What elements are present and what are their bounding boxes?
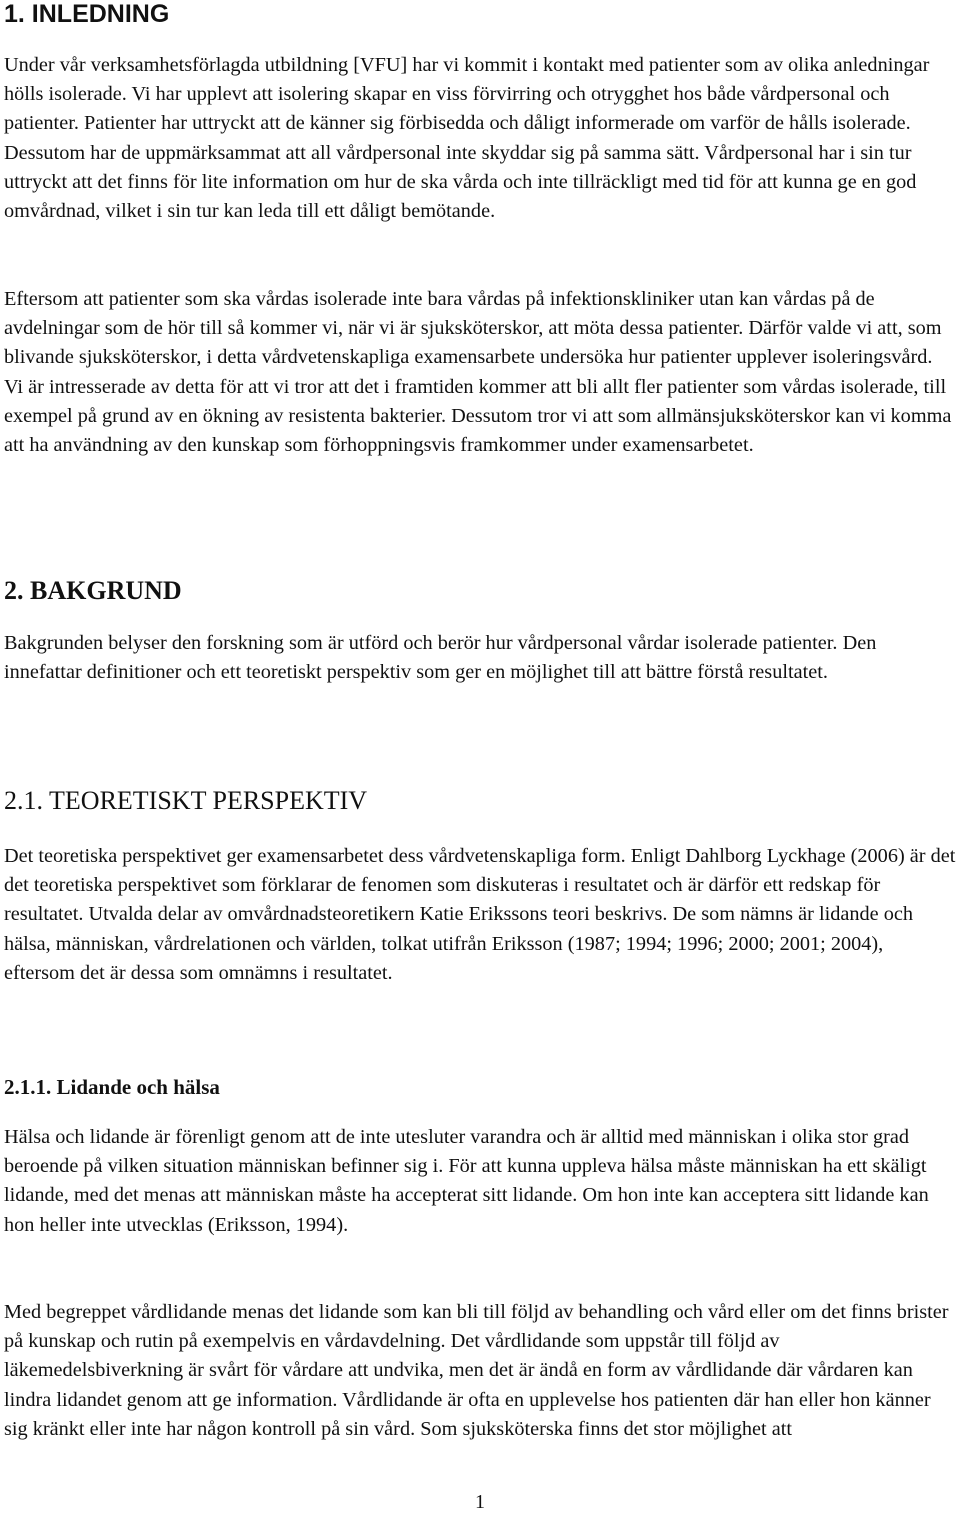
- paragraph-teoretiskt-perspektiv: Det teoretiska perspektivet ger examensarbetet dess vårdvetenskapliga form. Enligt Dahlborg Lyckhage (2006) är det det teoretiska perspektivet som förklarar de fenomen som diskuteras i resultatet och är därför ett redskap för resultatet. Utvalda delar av omvårdnadsteoretikern Katie Erikssons teori beskrivs. De som nämns är lidande och hälsa, människan, vårdrelationen och världen, tolkat utifrån Eriksson (1987; 1994; 1996; 2000; 2001; 2004), eftersom det är dessa som omnämns i resultatet.: [4, 845, 956, 984]
- heading-teoretiskt-perspektiv: 2.1. TEORETISKT PERSPEKTIV: [4, 786, 368, 815]
- heading-lidande-och-halsa: 2.1.1. Lidande och hälsa: [4, 1075, 220, 1099]
- heading-bakgrund: 2. BAKGRUND: [4, 576, 182, 605]
- paragraph-bakgrund: Bakgrunden belyser den forskning som är utförd och berör hur vårdpersonal vårdar isolerade patienter. Den innefattar definitioner och ett teoretiskt perspektiv som ger en möjlighet till att bättre förstå resultatet.: [4, 632, 877, 684]
- paragraph-lidande-2: Med begreppet vårdlidande menas det lidande som kan bli till följd av behandling och vård eller om det finns brister på kunskap och rutin på exempelvis en vårdavdelning. Det vårdlidande som uppstår till följd av läkemedelsbiverkning är svårt för vårdare att undvika, men det är ändå en form av vårdlidande där vårdaren kan lindra lidandet genom att ge information. Vårdlidande är ofta en upplevelse hos patienten där han eller hon känner sig kränkt eller inte har någon kontroll på sin vård. Som sjuksköterska finns det stor möjlighet att: [4, 1301, 949, 1440]
- heading-inledning: 1. INLEDNING: [4, 0, 170, 28]
- paragraph-inledning-2: Eftersom att patienter som ska vårdas isolerade inte bara vårdas på infektionskliniker utan kan vårdas på de avdelningar som de hör till så kommer vi, när vi är sjuksköterskor, att möta dessa patienter. Därför valde vi att, som blivande sjuksköterskor, i detta vårdvetenskapliga examensarbete undersöka hur patienter upplever isoleringsvård. Vi är intresserade av detta för att vi tror att det i framtiden kommer att bli allt fler patienter som vårdas isolerade, till exempel på grund av en ökning av resistenta bakterier. Dessutom tror vi att som allmänsjuksköterskor kan vi komma att ha användning av den kunskap som förhoppningsvis framkommer under examensarbetet.: [4, 288, 952, 457]
- paragraph-lidande-1: Hälsa och lidande är förenligt genom att de inte utesluter varandra och är alltid med människan i olika stor grad beroende på vilken situation människan befinner sig i. För att kunna uppleva hälsa måste människan ha ett skäligt lidande, med det menas att människan måste ha accepterat sitt lidande. Om hon inte kan acceptera sitt lidande kan hon heller inte utvecklas (Eriksson, 1994).: [4, 1126, 929, 1236]
- page-number: 1: [475, 1491, 485, 1513]
- paragraph-inledning-1: Under vår verksamhetsförlagda utbildning [VFU] har vi kommit i kontakt med patienter som av olika anledningar hölls isolerade. Vi har upplevt att isolering skapar en viss förvirring och otrygghet hos både vårdpersonal och patienter. Patienter har uttryckt att de känner sig förbisedda och dåligt informerade om varför de hålls isolerade. Dessutom har de uppmärksammat att all vårdpersonal inte skyddar sig på samma sätt. Vårdpersonal har i sin tur uttryckt att det finns för lite information om hur de ska vårda och inte tillräckligt med tid för att kunna ge en god omvårdnad, vilket i sin tur kan leda till ett dåligt bemötande.: [4, 54, 930, 223]
